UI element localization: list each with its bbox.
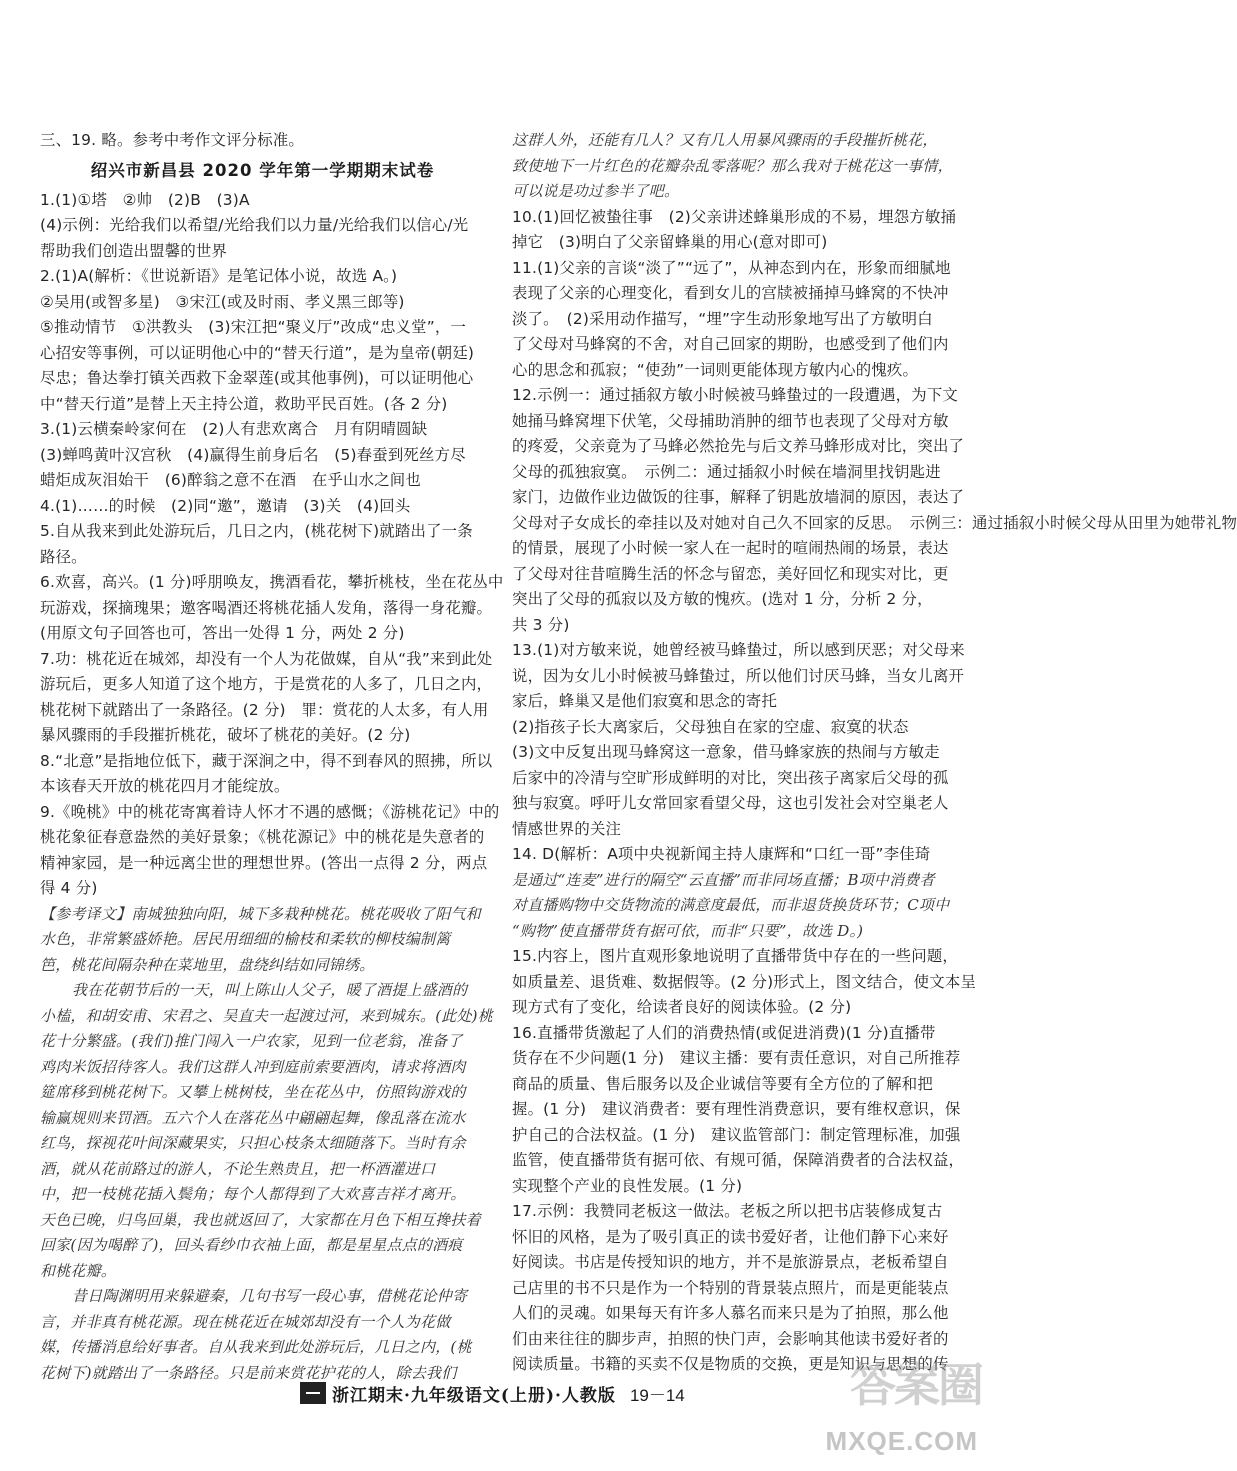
text-line: 16.直播带货激起了人们的消费热情(或促进消费)(1 分)直播带 xyxy=(512,1023,936,1042)
text-line: 阅读质量。书籍的买卖不仅是物质的交换，更是知识与思想的传 xyxy=(512,1355,949,1373)
text-line: 独与寂寞。呼吁儿女常回家看望父母，这也引发社会对空巢老人 xyxy=(512,794,949,812)
text-line: 可以说是功过参半了吧。 xyxy=(512,182,680,200)
text-line: 10.(1)回忆被蛰往事 (2)父亲讲述蜂巢形成的不易，埋怨方敏捅 xyxy=(512,207,957,226)
text-line: 人们的灵魂。如果每天有许多人慕名而来只是为了拍照，那么他 xyxy=(512,1304,949,1322)
text-line: 如质量差、退货难、数据假等。(2 分)形式上，图文结合，使文本呈 xyxy=(512,972,977,991)
text-line: 这群人外，还能有几人？又有几人用暴风骤雨的手段摧折桃花， xyxy=(512,131,938,149)
watermark xyxy=(782,1349,982,1461)
text-line: 鸡肉米饭招待客人。我们这群人冲到庭前索要酒肉，请求将酒肉 xyxy=(40,1057,466,1076)
text-line: 言，并非真有桃花源。现在桃花近在城郊却没有一个人为花做 xyxy=(40,1312,451,1331)
text-line: ②吴用(或智多星) ③宋江(或及时雨、孝义黑三郎等) xyxy=(40,292,405,311)
text-line: ⑤推动情节 ①洪教头 (3)宋江把“聚义厅”改成“忠义堂”，一 xyxy=(40,318,467,336)
right-column xyxy=(512,128,1237,1378)
text-line: (用原文句子回答也可，答出一处得 1 分，两处 2 分) xyxy=(40,624,405,642)
text-line: 我在花朝节后的一天，叫上陈山人父子，暖了酒提上盛酒的 xyxy=(72,981,468,999)
text-line: 桃花象征春意盎然的美好景象；《桃花源记》中的桃花是失意者的 xyxy=(40,828,485,846)
text-line: (3)文中反复出现马蜂窝这一意象，借马蜂家族的热闹与方敏走 xyxy=(512,743,940,761)
watermark-url: MXQE.COM xyxy=(825,1426,978,1456)
text-line: 回家(因为喝醉了)，回头看纱巾衣袖上面，都是星星点点的酒痕 xyxy=(40,1236,463,1254)
text-line: 4.(1)……的时候 (2)同“邀”，邀请 (3)关 (4)回头 xyxy=(40,496,411,515)
text-line: 2.(1)A(解析：《世说新语》是笔记体小说，故选 A。) xyxy=(40,267,398,285)
text-line: 是通过“连麦”进行的隔空“云直播”而非同场直播；B项中消费者 xyxy=(512,870,935,889)
text-line: 本该春天开放的桃花四月才能绽放。 xyxy=(40,777,290,795)
text-line: 父母的孤独寂寞。 示例二：通过插叙小时候在墙洞里找钥匙进 xyxy=(512,462,941,481)
text-line: 【参考译文】南城独独向阳，城下多栽种桃花。桃花吸收了阳气和 xyxy=(40,904,481,923)
text-line: (3)蝉鸣黄叶汉宫秋 (4)赢得生前身后名 (5)春蚕到死丝方尽 xyxy=(40,445,466,464)
text-line: 家后，蜂巢又是他们寂寞和思念的寄托 xyxy=(512,692,778,710)
footer-title: 浙江期末·九年级语文(上册)·人教版 xyxy=(332,1385,616,1406)
text-line: (4)示例：光给我们以希望/光给我们以力量/光给我们以信心/光 xyxy=(40,216,469,234)
text-line: 筵席移到桃花树下。又攀上桃树枝，坐在花丛中，仿照钩游戏的 xyxy=(40,1083,466,1101)
text-line: 她捅马蜂窝埋下伏笔，父母捕助消肿的细节也表现了父母对方敏 xyxy=(512,411,949,430)
text-line: 帮助我们创造出盟馨的世界 xyxy=(40,241,228,260)
text-line: 对直播购物中交货物流的满意度最低，而非退货换货环节；C项中 xyxy=(512,896,950,914)
text-line: 昔日陶渊明用来躲避秦，几句书写一段心事，借桃花论仲寄 xyxy=(72,1287,468,1305)
text-line: 花十分繁盛。(我们)推门闯入一户农家，见到一位老翁，准备了 xyxy=(40,1032,463,1050)
text-line: 12.示例一：通过插叙方敏小时候被马蜂蛰过的一段遭遇，为下文 xyxy=(512,386,959,404)
text-line: 了父母对往昔喧腾生活的怀念与留恋，美好回忆和现实对比，更 xyxy=(512,564,949,583)
text-line: 现方式有了变化，给读者良好的阅读体验。(2 分) xyxy=(512,998,852,1016)
text-line: 握。(1 分) 建议消费者：要有理性消费意识，要有维权意识，保 xyxy=(512,1100,961,1118)
text-line: 表现了父亲的心理变化，看到女儿的宫牍被捅掉马蜂窝的不快冲 xyxy=(512,284,949,302)
text-line: 实现整个产业的良性发展。(1 分) xyxy=(512,1176,743,1195)
text-line: 玩游戏，探摘瑰果；邀客喝酒还将桃花插人发角，落得一身花瓣。 xyxy=(40,598,493,617)
text-line: 怀旧的风格，是为了吸引真正的读书爱好者，让他们静下心来好 xyxy=(512,1227,949,1246)
text-line: 天色已晚，归鸟回巢，我也就返回了，大家都在月色下相互搀扶着 xyxy=(40,1210,481,1229)
text-line: 们由来往往的脚步声，拍照的快门声，会影响其他读书爱好者的 xyxy=(512,1329,949,1348)
text-line: 笆，桃花间隔杂种在菜地里，盘绕纠结如同锦绣。 xyxy=(40,955,375,974)
text-line: 家门，边做作业边做饭的往事，解释了钥匙放墙洞的原因，表达了 xyxy=(512,488,965,506)
text-line: 蜡炬成灰泪始干 (6)醉翁之意不在酒 在乎山水之间也 xyxy=(40,471,421,489)
text-line: “购物”使直播带货有据可依，而非“只要”，故选 D。) xyxy=(512,921,864,940)
text-line: 情感世界的关注 xyxy=(512,819,622,838)
text-line: 己店里的书不只是作为一个特别的背景装点照片，而是更能装点 xyxy=(512,1278,949,1297)
text-line: 说，因为女儿小时候被马蜂蛰过，所以他们讨厌马蜂，当女儿离开 xyxy=(512,666,965,685)
text-line: 3.(1)云横秦岭家何在 (2)人有悲欢离合 月有阴晴圆缺 xyxy=(40,420,428,438)
page-footer xyxy=(300,1378,720,1408)
text-line: 中“替天行道”是替上天主持公道，救助平民百姓。(各 2 分) xyxy=(40,394,448,413)
text-line: 的疼爱，父亲竟为了马蜂必然抢先与后文养马蜂形成对比，突出了 xyxy=(512,437,965,455)
watermark-logo: 答案圈 xyxy=(850,1358,982,1412)
text-line: 花树下)就踏出了一条路径。只是前来赏花护花的人，除去我们 xyxy=(40,1363,457,1382)
text-line: 掉它 (3)明白了父亲留蜂巢的用心(意对即可) xyxy=(512,233,828,251)
text-line: 得 4 分) xyxy=(40,879,98,897)
text-line: 商品的质量、售后服务以及企业诚信等要有全方位的了解和把 xyxy=(512,1074,933,1093)
text-line: 桃花树下就踏出了一条路径。(2 分) 罪：赏花的人太多，有人用 xyxy=(40,700,489,719)
text-line: 精神家园，是一种远离尘世的理想世界。(答出一点得 2 分，两点 xyxy=(40,853,488,872)
text-line: (2)指孩子长大离家后，父母独自在家的空虚、寂寞的状态 xyxy=(512,717,909,736)
text-line: 红鸟，探视花叶间深藏果实，只担心枝条太细随落下。当时有余 xyxy=(40,1134,466,1152)
text-line: 心招安等事例，可以证明他心中的“替天行道”，是为皇帝(朝廷) xyxy=(40,343,475,362)
text-line: 酒，就从花前路过的游人，不论生熟贵且，把一杯酒灌进口 xyxy=(40,1159,436,1178)
text-line: 突出了父母的孤寂以及方敏的愧疚。(选对 1 分，分析 2 分， xyxy=(512,590,933,608)
text-line: 淡了。 (2)采用动作描写，“埋”字生动形象地写出了方敏明白 xyxy=(512,309,933,328)
text-line: 好阅读。书店是传授知识的地方，并不是旅游景点，老板希望自 xyxy=(512,1253,949,1271)
text-line: 9.《晚桃》中的桃花寄寓着诗人怀才不遇的感慨；《游桃花记》中的 xyxy=(40,802,500,821)
text-line: 8.“北意”是指地位低下，藏于深涧之中，得不到春风的照拂，所以 xyxy=(40,751,493,770)
book-icon xyxy=(300,1382,326,1404)
text-line: 货存在不少问题(1 分) 建议主播：要有责任意识，对自己所推荐 xyxy=(512,1049,961,1067)
text-line: 暴风骤雨的手段摧折桃花，破坏了桃花的美好。(2 分) xyxy=(40,726,411,744)
text-line: 中，把一枝桃花插入鬓角；每个人都得到了大欢喜吉祥才离开。 xyxy=(40,1185,466,1203)
text-line: 媒，传播消息给好事者。自从我来到此处游玩后，几日之内，(桃 xyxy=(40,1338,472,1356)
text-line: 三、19. 略。参考中考作文评分标准。 xyxy=(40,131,305,149)
text-line: 的情景，展现了小时候一家人在一起时的喧闹热闹的场景，表达 xyxy=(512,539,949,557)
text-line: 和桃花瓣。 xyxy=(40,1261,117,1280)
text-line: 7.功：桃花近在城郊，却没有一个人为花做媒，自从“我”来到此处 xyxy=(40,649,493,668)
page-number: 19－14 xyxy=(629,1385,685,1405)
text-line: 路径。 xyxy=(40,547,87,566)
exam-title: 绍兴市新昌县 2020 学年第一学期期末试卷 xyxy=(90,160,435,180)
text-line: 13.(1)对方敏来说，她曾经被马蜂蛰过，所以感到厌恶；对父母来 xyxy=(512,641,965,659)
text-line: 15.内容上，图片直观形象地说明了直播带货中存在的一些问题， xyxy=(512,947,959,965)
text-line: 共 3 分) xyxy=(512,615,570,634)
text-line: 心的思念和孤寂；“使劲”一词则更能体现方敏内心的愧疚。 xyxy=(512,360,919,379)
text-line: 了父母对马蜂窝的不舍，对自己回家的期盼，也感受到了他们内 xyxy=(512,335,949,353)
left-column xyxy=(40,128,504,1386)
text-line: 11.(1)父亲的言谈“淡了”“远了”，从神态到内在，形象而细腻地 xyxy=(512,258,951,277)
text-line: 14. D(解析：A项中央视新闻主持人康辉和“口红一哥”李佳琦 xyxy=(512,845,931,863)
text-line: 游玩后，更多人知道了这个地方，于是赏花的人多了，几日之内， xyxy=(40,675,493,693)
text-line: 1.(1)①塔 ②帅 (2)B (3)A xyxy=(40,190,250,209)
text-line: 17.示例：我赞同老板这一做法。老板之所以把书店装修成复古 xyxy=(512,1202,943,1220)
text-line: 监管，使直播带货有据可依、有规可循，保障消费者的合法权益， xyxy=(512,1151,965,1169)
text-line: 小榼，和胡安甫、宋君之、吴直夫一起渡过河，来到城东。(此处)桃 xyxy=(40,1006,493,1025)
text-line: 致使地下一片红色的花瓣杂乱零落呢？那么我对于桃花这一事情， xyxy=(512,156,953,175)
text-line: 尽忠；鲁达拳打镇关西救下金翠莲(或其他事例)，可以证明他心 xyxy=(40,369,474,387)
text-line: 输赢规则来罚酒。五六个人在落花丛中翩翩起舞，像乱落在流水 xyxy=(40,1108,466,1127)
text-line: 父母对子女成长的牵挂以及对她对自己久不回家的反思。 示例三：通过插叙小时候父母从田里为她带礼物 xyxy=(512,513,1237,532)
text-line: 6.欢喜，高兴。(1 分)呼朋唤友，携酒看花，攀折桃枝，坐在花丛中 xyxy=(40,573,504,591)
text-line: 后家中的冷清与空旷形成鲜明的对比，突出孩子离家后父母的孤 xyxy=(512,768,949,787)
text-line: 护自己的合法权益。(1 分) 建议监管部门：制定管理标准，加强 xyxy=(512,1125,961,1144)
text-line: 5.自从我来到此处游玩后，几日之内，(桃花树下)就踏出了一条 xyxy=(40,522,473,540)
text-line: 水色，非常繁盛娇艳。居民用细细的榆枝和柔软的柳枝编制篱 xyxy=(40,930,451,948)
